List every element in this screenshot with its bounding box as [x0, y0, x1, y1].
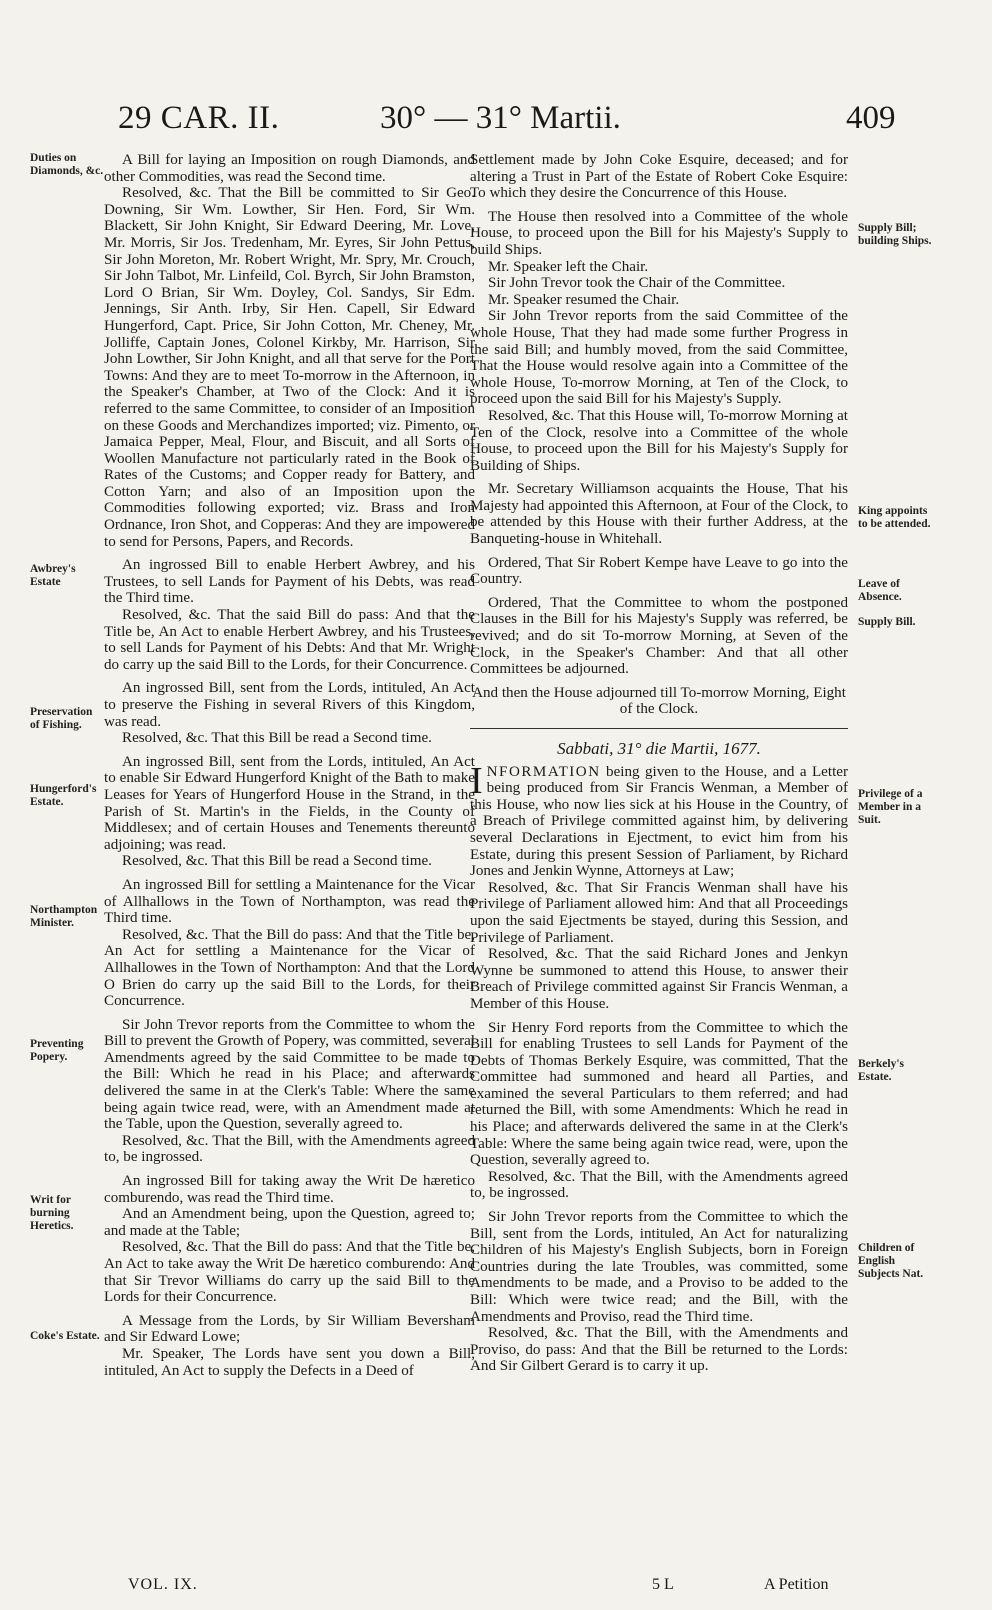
margin-note-right: Leave of Absence.: [858, 578, 902, 603]
date-range: 30° — 31° Martii.: [380, 100, 621, 136]
margin-note-right: Berkely's Estate.: [858, 1058, 904, 1083]
paragraph: An ingrossed Bill for settling a Maintenance for the Vicar of Allhallows in the Town of Northampton, was read the Third time.: [104, 876, 475, 927]
paragraph: Settlement made by John Coke Esquire, deceased; and for altering a Trust in Part of the Estate of Robert Coke Esquire: To which they desire the Concurrence of this House.: [470, 152, 848, 202]
paragraph: An ingrossed Bill, sent from the Lords, intituled, An Act to preserve the Fishing in several Rivers of this Kingdom, was read.: [104, 680, 475, 730]
entry-adjourn: [470, 685, 848, 718]
lead-text: being given to the House, and a Letter being produced from Sir Francis Wenman, a Member of this House, who now lies sick at his House in the Country, of a Breach of Privilege committed against him, by delivering several Declarations in Ejectment, to evict him from his Estate, during this present Session of Parliament, by Richard Jones and Jenkin Wynne, Attorneys at Law;: [470, 763, 848, 880]
paragraph: And an Amendment being, upon the Question, agreed to; and made at the Table;: [104, 1206, 475, 1239]
paragraph: Resolved, &c. That the Bill, with the Amendments and Proviso, do pass: And that the Bill be returned to the Lords: And Sir Gilbert Gerard is to carry it up.: [470, 1325, 848, 1375]
signature-mark: 5 L: [652, 1576, 674, 1593]
margin-note-right: Privilege of a Member in a Suit.: [858, 788, 923, 826]
paragraph: Mr. Speaker left the Chair.: [488, 258, 649, 275]
paragraph: Sir Henry Ford reports from the Committee to which the Bill for enabling Trustees to sell Lands for Payment of the Debts of Thomas Berkely Esquire, was committed, That the Committee had summoned and heard all Parties, and examined the several Particulars to them referred; and had returned the Bill, with some Amendments: Which he read in his Place; and afterwards delivered the same in at the Clerk's Table: Where the same being again twice read, were, upon the Question, severally agreed to.: [470, 1019, 848, 1169]
paragraph: [470, 759, 848, 880]
paragraph: Resolved, &c. That the Bill be committed to Sir Geo. Downing, Sir Wm. Lowther, Sir Hen. Ford, Sir Wm. Blackett, Sir John Knight, Sir Edward Deering, Mr. Love, Mr. Morris, Sir Jos. Tredenham, Mr. Eyres, Sir John Pettus, Sir John Moreton, Mr. Robert Wright, Mr. Spry, Mr. Crouch, Sir John Talbot, Mr. Linfeild, Col. Byrch, Sir John Bramston, Lord O Brian, Sir Wm. Doyley, Col. Sandys, Sir Edm. Jennings, Sir Anth. Irby, Sir Hen. Capell, Sir Edward Hungerford, Capt. Price, Sir John Cotton, Mr. Cheney, Mr. Jolliffe, Captain Jones, Colonel Kirkby, Mr. Harrison, Sir John Lowther, Sir John Knight, and all that serve for the Port Towns: And they are to meet To-morrow in the Afternoon, in the Speaker's Chamber, at Two of the Clock: And it is referred to the same Committee, to consider of an Imposition on these Goods and Merchandizes imported; viz. Pimento, or Jamaica Pepper, Meal, Flour, and Biscuit, and all Sorts of Woollen Manufacture not particularly rated in the Book of Rates of the Customs; and Copper ready for Battery, and Cotton Yarn; and also of an Imposition upon the Commodities following exported; viz. Brass and Iron Ordnance, Iron Shot, and Copperas: And they are impowered to send for Persons, Papers, and Records.: [104, 185, 475, 550]
margin-note-right: King appoints to be attended.: [858, 505, 931, 530]
paragraph: Sir John Trevor reports from the Committee to whom the Bill to prevent the Growth of Popery, was committed, several Amendments agreed by the said Committee to be made to the Bill: Which he read in his Place; and afterwards delivered the same in at the Clerk's Table: Where the same being again twice read, were, with an Amendment made at the Table, upon the Question, severally agreed to.: [104, 1016, 475, 1133]
paragraph: Resolved, &c. That the said Richard Jones and Jenkyn Wynne be summoned to attend this House, to answer their Breach of Privilege committed against Sir Francis Wenman, a Member of this House.: [470, 946, 848, 1012]
entry-supply-ships: [470, 209, 848, 475]
entry-awbrey: [104, 557, 475, 673]
entry-coke: [104, 1313, 475, 1379]
paragraph: An ingrossed Bill for taking away the Writ De hæretico comburendo, was read the Third time.: [104, 1173, 475, 1206]
paragraph: Resolved, &c. That this House will, To-morrow Morning at Ten of the Clock, resolve into a Committee of the whole House, to proceed upon the Bill for his Majesty's Supply for Building of Ships.: [470, 407, 848, 474]
paragraph: Resolved, &c. That this Bill be read a Second time.: [122, 853, 432, 870]
margin-note-left: Duties on Diamonds, &c.: [30, 152, 104, 177]
paragraph: Ordered, That the Committee to whom the postponed Clauses in the Bill for his Majesty's Supply was referred, be revived; and do sit To-morrow Morning, at Seven of the Clock, in the Speaker's Chamber: And that all other Committees be adjourned.: [470, 594, 848, 678]
catchword: A Petition: [764, 1576, 829, 1593]
margin-note-right: Supply Bill.: [858, 616, 916, 628]
paragraph: Resolved, &c. That the Bill, with the Amendments agreed to, be ingrossed.: [470, 1168, 848, 1202]
entry-northampton: [104, 877, 475, 1010]
paragraph: A Message from the Lords, by Sir William Beversham and Sir Edward Lowe;: [104, 1312, 475, 1346]
paragraph: An ingrossed Bill, sent from the Lords, intituled, An Act to enable Sir Edward Hungerford Knight of the Bath to make Leases for Years of Hungerford House in the Strand, in the Parish of St. Martin's in the Fields, in the County of Middlesex; and of certain Houses and Tenements thereunto adjoining; was read.: [104, 753, 475, 853]
entry-hungerford: [104, 754, 475, 870]
paragraph: An ingrossed Bill to enable Herbert Awbrey, and his Trustees, to sell Lands for Payment of his Debts, was read the Third time.: [104, 557, 475, 607]
margin-note-right: Supply Bill; building Ships.: [858, 222, 932, 247]
entry-supply-bill: [470, 595, 848, 678]
paragraph: Sir John Trevor took the Chair of the Committee.: [488, 275, 786, 292]
paragraph: Resolved, &c. That this Bill be read a Second time.: [122, 730, 432, 747]
margin-note-right: Children of English Subjects Nat.: [858, 1242, 924, 1280]
page-header: [0, 100, 992, 150]
paragraph: Resolved, &c. That the Bill do pass: And that the Title be, An Act for settling a Maintenance for the Vicar of Allhallowes in the Town of Northampton: And that the Lord O Brien do carry up the said Bill to the Lords, for their Concurrence.: [104, 926, 475, 1010]
paragraph: The House then resolved into a Committee of the whole House, to proceed upon the Bill for his Majesty's Supply to build Ships.: [470, 208, 848, 258]
page-footer: [0, 1572, 992, 1602]
paragraph: And then the House adjourned till To-morrow Morning, Eight of the Clock.: [472, 684, 846, 718]
entry-naturalization: [470, 1209, 848, 1375]
entry-king-attended: [470, 481, 848, 547]
entry-coke-continued: [470, 152, 848, 202]
margin-note-left: Preservation of Fishing.: [30, 706, 93, 731]
paragraph: Ordered, That Sir Robert Kempe have Leave to go into the Country.: [470, 554, 848, 588]
entry-fishing: [104, 680, 475, 746]
paragraph: Resolved, &c. That the Bill do pass: And that the Title be, An Act to take away the Writ De hæretico comburendo: And that Sir Trevor Williams do carry up the said Bill to the Lords for their Concurrence.: [104, 1239, 475, 1306]
page-number: 409: [846, 100, 896, 136]
entry-leave: [470, 555, 848, 588]
paragraph: Resolved, &c. That the Bill, with the Amendments agreed to, be ingrossed.: [104, 1132, 475, 1166]
left-column: [104, 152, 475, 1386]
margin-note-left: Coke's Estate.: [30, 1330, 100, 1342]
paragraph: Resolved, &c. That the said Bill do pass: And that the Title be, An Act to enable Herbert Awbrey, and his Trustees, to sell Lands for Payment of his Debts: And that Mr. Wright do carry up the said Bill to the Lords, for their Concurrence.: [104, 607, 475, 673]
paragraph: A Bill for laying an Imposition on rough Diamonds, and other Commodities, was read the Second time.: [104, 152, 475, 185]
paragraph: Sir John Trevor reports from the said Committee of the whole House, That they had made some further Progress in the said Bill; and humbly moved, from the said Committee, That the House would resolve again into a Committee of the whole House, To-morrow Morning, at Ten of the Clock, to proceed upon the said Bill for his Majesty's Supply.: [470, 308, 848, 408]
paragraph: Mr. Secretary Williamson acquaints the House, That his Majesty had appointed this Afternoon, at Four of the Clock, to be attended by this House with their further Address, at the Banqueting-house in Whitehall.: [470, 481, 848, 548]
regnal-year: 29 CAR. II.: [118, 100, 280, 136]
entry-berkely: [470, 1020, 848, 1203]
margin-note-left: Writ for burning Heretics.: [30, 1194, 74, 1232]
entry-popery: [104, 1017, 475, 1166]
entry-heretics: [104, 1173, 475, 1306]
paragraph: Sir John Trevor reports from the Committee to which the Bill, sent from the Lords, intituled, An Act for naturalizing Children of his Majesty's English Subjects, born in Foreign Countries during the late Troubles, was committed, some Amendments to be made, and a Proviso to be added to the Bill: Which were twice read; and the Bill, with the Amendments and Proviso, read the Third time.: [470, 1209, 848, 1325]
margin-note-left: Northampton Minister.: [30, 904, 98, 929]
lead-word: NFORMATION: [486, 763, 601, 780]
day-heading: Sabbati, 31° die Martii, 1677.: [557, 739, 761, 758]
paragraph: Resolved, &c. That Sir Francis Wenman shall have his Privilege of Parliament allowed him: And that all Proceedings upon the said Ejectments be stayed, during this Session, and Privilege of Parliament.: [470, 879, 848, 946]
volume-label: VOL. IX.: [128, 1576, 198, 1593]
margin-note-left: Preventing Popery.: [30, 1038, 84, 1063]
right-column: [470, 152, 848, 1382]
entry-diamonds: [104, 152, 475, 550]
margin-note-left: Hungerford's Estate.: [30, 783, 97, 808]
paragraph: Mr. Speaker resumed the Chair.: [488, 291, 680, 308]
drop-cap: I: [470, 759, 483, 802]
margin-note-left: Awbrey's Estate: [30, 563, 76, 588]
section-divider: [470, 728, 848, 729]
paragraph: Mr. Speaker, The Lords have sent you down a Bill, intituled, An Act to supply the Defects in a Deed of: [104, 1345, 475, 1379]
entry-privilege: [470, 759, 848, 1013]
